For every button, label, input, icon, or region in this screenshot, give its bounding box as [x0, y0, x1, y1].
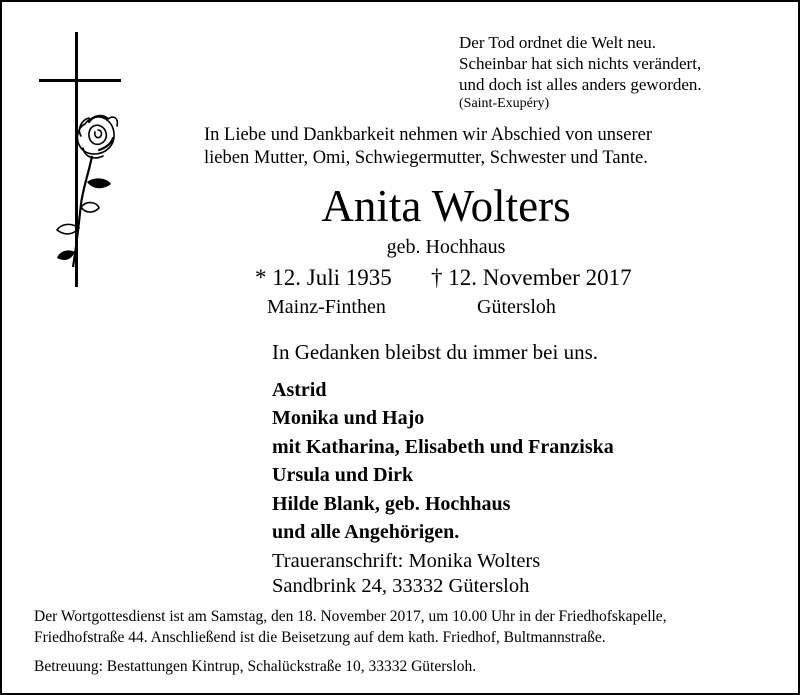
quote-block — [459, 32, 702, 113]
funeral-home-info: Betreuung: Bestattungen Kintrup, Schalückstraße 10, 33332 Gütersloh. — [34, 658, 477, 675]
rose-icon — [78, 116, 118, 158]
address-line: Sandbrink 24, 33332 Gütersloh — [272, 574, 530, 597]
intro-text — [204, 124, 652, 170]
quote-line: und doch ist alles anders geworden. — [459, 75, 702, 94]
quote-author: (Saint-Exupéry) — [459, 96, 550, 111]
cross-horizontal-bar — [39, 79, 121, 82]
mourner-name: und alle Angehörigen. — [272, 521, 460, 544]
mourning-address — [272, 549, 540, 598]
memorial-phrase: In Gedanken bleibst du immer bei uns. — [272, 340, 599, 364]
service-line: Der Wortgottesdienst ist am Samstag, den 18. November 2017, um 10.00 Uhr in der Friedhofskapelle, — [34, 608, 667, 625]
service-line: Friedhofstraße 44. Anschließend ist die Beisetzung auf dem kath. Friedhof, Bultmannstraße. — [34, 628, 606, 646]
address-line: Traueranschrift: Monika Wolters — [272, 550, 541, 572]
death-date: † 12. November 2017 — [431, 265, 632, 290]
quote-line: Der Tod ordnet die Welt neu. — [459, 33, 656, 52]
service-info — [34, 607, 667, 648]
death-place: Gütersloh — [477, 296, 556, 318]
mourner-name: Ursula und Dirk — [272, 464, 414, 487]
mourner-name: Astrid — [272, 379, 327, 401]
birth-place: Mainz-Finthen — [267, 296, 386, 318]
mourner-name: Monika und Hajo — [272, 407, 425, 430]
quote-line: Scheinbar hat sich nichts verändert, — [459, 54, 702, 73]
mourner-name: Hilde Blank, geb. Hochhaus — [272, 492, 511, 515]
intro-line: lieben Mutter, Omi, Schwiegermutter, Schwester und Tante. — [204, 148, 648, 168]
deceased-name: Anita Wolters — [321, 181, 571, 231]
intro-line: In Liebe und Dankbarkeit nehmen wir Abschied von unserer — [204, 125, 652, 145]
mourner-name: mit Katharina, Elisabeth und Franziska — [272, 435, 614, 458]
maiden-name: geb. Hochhaus — [386, 236, 506, 258]
mourners-list — [272, 376, 614, 546]
birth-date: * 12. Juli 1935 — [255, 265, 392, 290]
